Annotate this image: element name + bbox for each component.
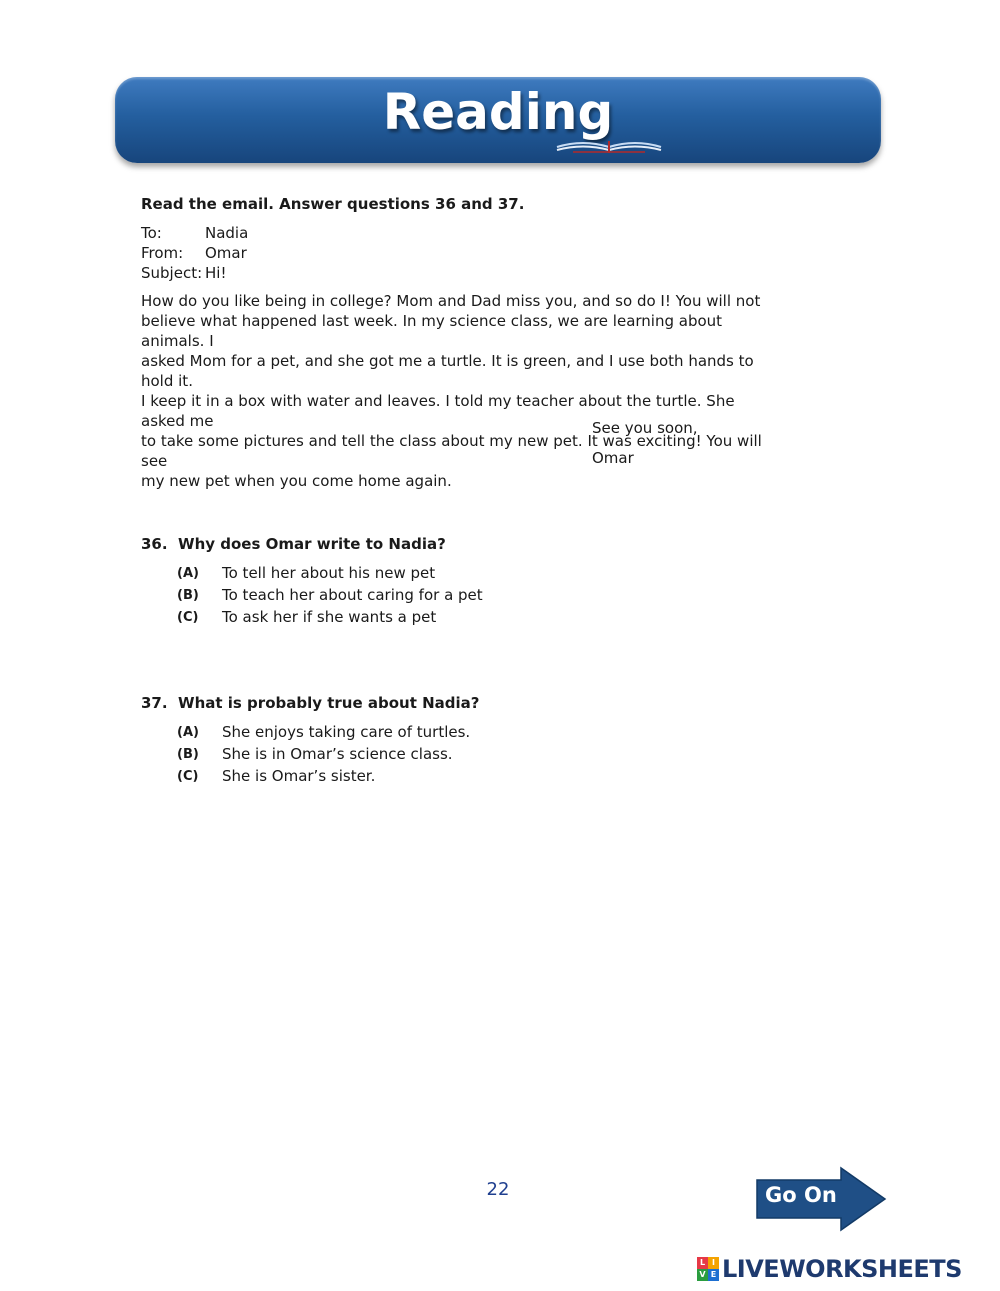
badge-letter: L — [697, 1257, 708, 1269]
email-from-label: From: — [141, 244, 184, 262]
instructions: Read the email. Answer questions 36 and 37. — [141, 195, 525, 213]
email-body-line: asked Mom for a pet, and she got me a turtle. It is green, and I use both hands to hold it. — [141, 352, 754, 390]
email-signature: Omar — [592, 449, 634, 467]
liveworksheets-brand: LIVEWORKSHEETS — [722, 1255, 962, 1283]
email-body-line: my new pet when you come home again. — [141, 472, 452, 490]
email-from-value: Omar — [205, 244, 247, 262]
option-text: She enjoys taking care of turtles. — [222, 723, 471, 741]
question-37-options — [177, 721, 470, 787]
go-on-button[interactable] — [755, 1166, 887, 1232]
answer-option-37b[interactable] — [177, 743, 470, 765]
option-text: She is Omar’s sister. — [222, 767, 376, 785]
answer-option-37a[interactable] — [177, 721, 470, 743]
email-from-row — [141, 243, 248, 263]
option-letter: (B) — [177, 746, 199, 762]
option-text: To ask her if she wants a pet — [222, 608, 437, 626]
option-text: To tell her about his new pet — [222, 564, 436, 582]
email-to-value: Nadia — [205, 224, 249, 242]
option-letter: (B) — [177, 587, 199, 603]
banner-title: Reading — [382, 83, 614, 141]
option-letter: (C) — [177, 609, 199, 625]
answer-option-36a[interactable] — [177, 562, 483, 584]
open-book-icon — [553, 135, 665, 155]
option-text: To teach her about caring for a pet — [222, 586, 483, 604]
email-subject-row — [141, 263, 248, 283]
email-body — [141, 291, 766, 491]
badge-letter: I — [708, 1257, 719, 1269]
email-subject-value: Hi! — [205, 264, 227, 282]
question-text: What is probably true about Nadia? — [178, 694, 480, 712]
option-text: She is in Omar’s science class. — [222, 745, 453, 763]
question-36-options — [177, 562, 483, 628]
question-text: Why does Omar write to Nadia? — [178, 535, 446, 553]
liveworksheets-logo — [697, 1255, 962, 1283]
option-letter: (A) — [177, 565, 199, 581]
go-on-label: Go On — [765, 1183, 837, 1207]
email-body-line: to take some pictures and tell the class about my new pet. It was exciting! You will see — [141, 432, 762, 470]
email-subject-label: Subject: — [141, 264, 203, 282]
email-body-line: I keep it in a box with water and leaves. I told my teacher about the turtle. She asked me — [141, 392, 735, 430]
question-37 — [141, 694, 480, 712]
answer-option-37c[interactable] — [177, 765, 470, 787]
option-letter: (C) — [177, 768, 199, 784]
badge-letter: V — [697, 1269, 708, 1281]
reading-banner — [115, 77, 881, 163]
liveworksheets-badge-icon — [697, 1257, 719, 1281]
badge-letter: E — [708, 1269, 719, 1281]
email-to-label: To: — [141, 224, 162, 242]
page-number: 22 — [486, 1179, 510, 1200]
question-number: 37. — [141, 694, 168, 712]
email-header — [141, 223, 248, 283]
email-body-line: believe what happened last week. In my science class, we are learning about animals. I — [141, 312, 723, 350]
email-body-line: How do you like being in college? Mom and Dad miss you, and so do I! You will not — [141, 292, 761, 310]
email-to-row — [141, 223, 248, 243]
email-closing: See you soon, — [592, 419, 698, 437]
answer-option-36b[interactable] — [177, 584, 483, 606]
answer-option-36c[interactable] — [177, 606, 483, 628]
question-number: 36. — [141, 535, 168, 553]
question-36 — [141, 535, 446, 553]
option-letter: (A) — [177, 724, 199, 740]
